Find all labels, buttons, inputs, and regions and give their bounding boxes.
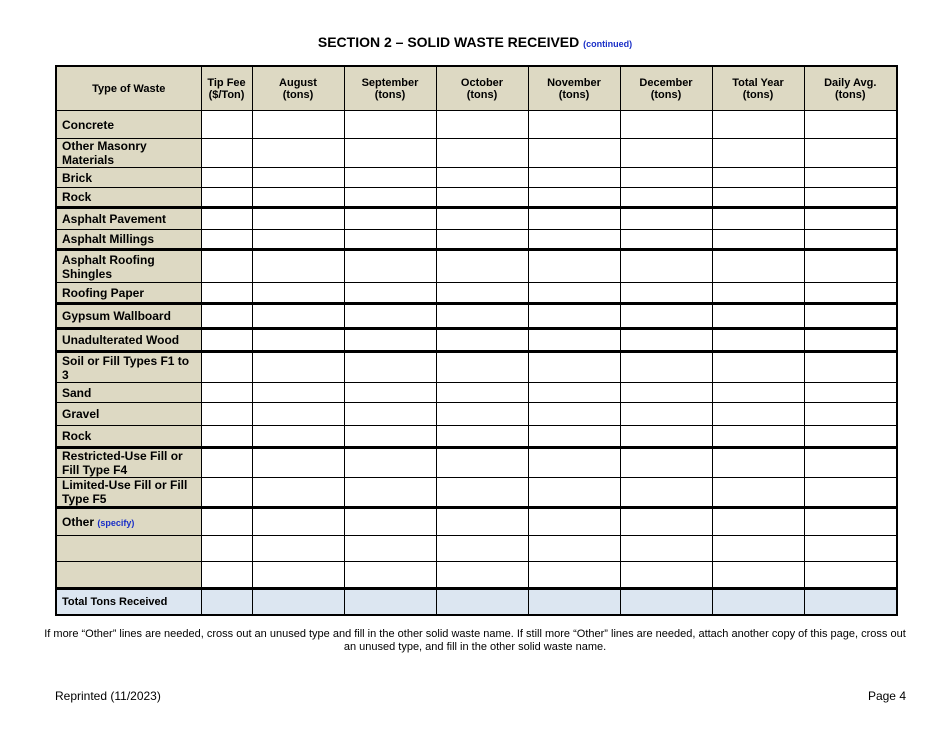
waste-type-label: Asphalt Roofing Shingles (56, 250, 201, 283)
daily-avg-cell[interactable] (804, 448, 897, 478)
december-cell[interactable] (620, 478, 712, 508)
waste-type-label: Rock (56, 426, 201, 448)
september-cell[interactable] (344, 352, 436, 383)
tip-fee-cell[interactable] (201, 352, 252, 383)
december-cell[interactable] (620, 111, 712, 139)
october-cell[interactable] (436, 139, 528, 168)
october-cell[interactable] (436, 448, 528, 478)
august-cell[interactable] (252, 283, 344, 304)
total-year-cell[interactable] (712, 562, 804, 589)
total-year-cell[interactable] (712, 508, 804, 536)
october-cell[interactable] (436, 304, 528, 329)
december-cell[interactable] (620, 508, 712, 536)
daily-avg-cell[interactable] (804, 403, 897, 426)
row-other (56, 508, 897, 536)
row-rock-2 (56, 426, 897, 448)
october-cell[interactable] (436, 536, 528, 562)
row-other-masonry (56, 139, 897, 168)
total-year-cell[interactable] (712, 139, 804, 168)
december-cell[interactable] (620, 304, 712, 329)
total-year-cell[interactable] (712, 250, 804, 283)
november-cell[interactable] (528, 139, 620, 168)
august-cell[interactable] (252, 426, 344, 448)
col-header-november: November (tons) (528, 66, 620, 111)
daily-avg-cell[interactable] (804, 139, 897, 168)
october-cell[interactable] (436, 283, 528, 304)
daily-avg-cell[interactable] (804, 188, 897, 208)
total-year-cell[interactable] (712, 188, 804, 208)
october-cell[interactable] (436, 111, 528, 139)
december-cell[interactable] (620, 426, 712, 448)
august-cell[interactable] (252, 352, 344, 383)
total-year-total-cell[interactable] (712, 589, 804, 615)
total-year-cell[interactable] (712, 329, 804, 352)
december-cell[interactable] (620, 250, 712, 283)
november-cell[interactable] (528, 230, 620, 250)
november-cell[interactable] (528, 426, 620, 448)
tip-fee-cell[interactable] (201, 329, 252, 352)
total-tons-label: Total Tons Received (56, 589, 201, 615)
december-cell[interactable] (620, 230, 712, 250)
row-roofing-paper (56, 283, 897, 304)
total-november-cell[interactable] (528, 589, 620, 615)
november-cell[interactable] (528, 304, 620, 329)
row-gypsum-wallboard (56, 304, 897, 329)
november-cell[interactable] (528, 403, 620, 426)
waste-type-label: Sand (56, 383, 201, 403)
daily-avg-cell[interactable] (804, 329, 897, 352)
october-cell[interactable] (436, 329, 528, 352)
tip-fee-cell[interactable] (201, 230, 252, 250)
september-cell[interactable] (344, 329, 436, 352)
september-cell[interactable] (344, 478, 436, 508)
page-title (0, 34, 950, 50)
row-unadulterated-wood (56, 329, 897, 352)
november-cell[interactable] (528, 111, 620, 139)
september-cell[interactable] (344, 208, 436, 230)
september-cell[interactable] (344, 403, 436, 426)
october-cell[interactable] (436, 230, 528, 250)
december-cell[interactable] (620, 562, 712, 589)
august-cell[interactable] (252, 111, 344, 139)
august-cell[interactable] (252, 329, 344, 352)
august-cell[interactable] (252, 208, 344, 230)
total-year-cell[interactable] (712, 478, 804, 508)
tip-fee-cell[interactable] (201, 139, 252, 168)
september-cell[interactable] (344, 230, 436, 250)
row-soil-fill-f1-3 (56, 352, 897, 383)
august-cell[interactable] (252, 448, 344, 478)
waste-type-label: Asphalt Pavement (56, 208, 201, 230)
total-year-cell[interactable] (712, 352, 804, 383)
september-cell[interactable] (344, 304, 436, 329)
september-cell[interactable] (344, 111, 436, 139)
december-cell[interactable] (620, 448, 712, 478)
section-title: SECTION 2 – SOLID WASTE RECEIVED (317, 34, 580, 50)
august-cell[interactable] (252, 168, 344, 188)
november-cell[interactable] (528, 383, 620, 403)
total-year-cell[interactable] (712, 383, 804, 403)
tip-fee-cell[interactable] (201, 188, 252, 208)
tip-fee-cell[interactable] (201, 508, 252, 536)
waste-type-label: Restricted-Use Fill or Fill Type F4 (56, 448, 201, 478)
tip-fee-cell[interactable] (201, 562, 252, 589)
total-year-cell[interactable] (712, 283, 804, 304)
col-header-tip-fee: Tip Fee ($/Ton) (201, 66, 252, 111)
instructions-note: If more “Other” lines are needed, cross out an unused type and fill in the other solid waste name. If still more “Other” lines are needed, attach another copy of this page, cross out an unused type, and fill in the other solid waste name. (44, 628, 906, 653)
november-cell[interactable] (528, 508, 620, 536)
daily-avg-cell[interactable] (804, 208, 897, 230)
november-cell[interactable] (528, 188, 620, 208)
august-cell[interactable] (252, 478, 344, 508)
waste-type-blank[interactable] (56, 536, 201, 562)
august-cell[interactable] (252, 250, 344, 283)
waste-type-label: Brick (56, 168, 201, 188)
september-cell[interactable] (344, 139, 436, 168)
waste-type-label-other (56, 508, 201, 536)
december-cell[interactable] (620, 329, 712, 352)
september-cell[interactable] (344, 448, 436, 478)
waste-type-label: Other Masonry Materials (56, 139, 201, 168)
november-cell[interactable] (528, 562, 620, 589)
waste-type-label: Gravel (56, 403, 201, 426)
november-cell[interactable] (528, 329, 620, 352)
december-cell[interactable] (620, 383, 712, 403)
october-cell[interactable] (436, 403, 528, 426)
september-cell[interactable] (344, 250, 436, 283)
waste-type-label: Limited-Use Fill or Fill Type F5 (56, 478, 201, 508)
october-cell[interactable] (436, 250, 528, 283)
tip-fee-cell[interactable] (201, 536, 252, 562)
col-header-type: Type of Waste (56, 66, 201, 111)
daily-avg-cell[interactable] (804, 250, 897, 283)
december-cell[interactable] (620, 168, 712, 188)
waste-type-label: Soil or Fill Types F1 to 3 (56, 352, 201, 383)
total-december-cell[interactable] (620, 589, 712, 615)
row-limited-use-fill-f5 (56, 478, 897, 508)
august-cell[interactable] (252, 188, 344, 208)
waste-type-blank[interactable] (56, 562, 201, 589)
row-blank-1 (56, 536, 897, 562)
daily-avg-cell[interactable] (804, 536, 897, 562)
reprint-date: Reprinted (11/2023) (55, 689, 161, 703)
tip-fee-cell[interactable] (201, 168, 252, 188)
september-cell[interactable] (344, 536, 436, 562)
october-cell[interactable] (436, 562, 528, 589)
august-cell[interactable] (252, 562, 344, 589)
october-cell[interactable] (436, 168, 528, 188)
daily-avg-cell[interactable] (804, 426, 897, 448)
page-number: Page 4 (867, 689, 906, 703)
row-brick (56, 168, 897, 188)
total-year-cell[interactable] (712, 230, 804, 250)
tip-fee-cell[interactable] (201, 403, 252, 426)
november-cell[interactable] (528, 283, 620, 304)
row-asphalt-pavement (56, 208, 897, 230)
tip-fee-cell[interactable] (201, 426, 252, 448)
september-cell[interactable] (344, 383, 436, 403)
november-cell[interactable] (528, 352, 620, 383)
row-asphalt-millings (56, 230, 897, 250)
total-september-cell[interactable] (344, 589, 436, 615)
december-cell[interactable] (620, 536, 712, 562)
tip-fee-cell[interactable] (201, 111, 252, 139)
september-cell[interactable] (344, 168, 436, 188)
november-cell[interactable] (528, 478, 620, 508)
september-cell[interactable] (344, 188, 436, 208)
waste-type-label: Concrete (56, 111, 201, 139)
col-header-september: September (tons) (344, 66, 436, 111)
october-cell[interactable] (436, 352, 528, 383)
tip-fee-cell[interactable] (201, 250, 252, 283)
total-tip-fee-cell[interactable] (201, 589, 252, 615)
october-cell[interactable] (436, 426, 528, 448)
waste-type-label: Roofing Paper (56, 283, 201, 304)
total-year-cell[interactable] (712, 111, 804, 139)
september-cell[interactable] (344, 283, 436, 304)
tip-fee-cell[interactable] (201, 478, 252, 508)
october-cell[interactable] (436, 208, 528, 230)
total-year-cell[interactable] (712, 403, 804, 426)
december-cell[interactable] (620, 139, 712, 168)
row-gravel (56, 403, 897, 426)
col-header-total-year: Total Year (tons) (712, 66, 804, 111)
november-cell[interactable] (528, 536, 620, 562)
november-cell[interactable] (528, 250, 620, 283)
august-cell[interactable] (252, 403, 344, 426)
row-blank-2 (56, 562, 897, 589)
row-restricted-use-fill-f4 (56, 448, 897, 478)
daily-avg-cell[interactable] (804, 508, 897, 536)
august-cell[interactable] (252, 536, 344, 562)
total-year-cell[interactable] (712, 208, 804, 230)
total-august-cell[interactable] (252, 589, 344, 615)
daily-avg-cell[interactable] (804, 304, 897, 329)
col-header-december: December (tons) (620, 66, 712, 111)
october-cell[interactable] (436, 508, 528, 536)
august-cell[interactable] (252, 139, 344, 168)
total-year-cell[interactable] (712, 168, 804, 188)
september-cell[interactable] (344, 426, 436, 448)
total-year-cell[interactable] (712, 304, 804, 329)
specify-hint: (specify) (97, 517, 135, 528)
row-rock (56, 188, 897, 208)
continued-label: (continued) (583, 39, 633, 49)
row-concrete (56, 111, 897, 139)
waste-type-label: Gypsum Wallboard (56, 304, 201, 329)
daily-avg-cell[interactable] (804, 352, 897, 383)
total-daily-avg-cell[interactable] (804, 589, 897, 615)
september-cell[interactable] (344, 508, 436, 536)
daily-avg-cell[interactable] (804, 111, 897, 139)
september-cell[interactable] (344, 562, 436, 589)
october-cell[interactable] (436, 383, 528, 403)
december-cell[interactable] (620, 208, 712, 230)
august-cell[interactable] (252, 304, 344, 329)
row-total (56, 589, 897, 615)
daily-avg-cell[interactable] (804, 230, 897, 250)
tip-fee-cell[interactable] (201, 383, 252, 403)
other-label: Other (62, 514, 95, 529)
november-cell[interactable] (528, 448, 620, 478)
total-october-cell[interactable] (436, 589, 528, 615)
daily-avg-cell[interactable] (804, 168, 897, 188)
row-asphalt-roofing-shingles (56, 250, 897, 283)
waste-type-label: Rock (56, 188, 201, 208)
header-row (56, 66, 897, 111)
august-cell[interactable] (252, 383, 344, 403)
daily-avg-cell[interactable] (804, 383, 897, 403)
col-header-daily-avg: Daily Avg. (tons) (804, 66, 897, 111)
daily-avg-cell[interactable] (804, 283, 897, 304)
august-cell[interactable] (252, 508, 344, 536)
november-cell[interactable] (528, 208, 620, 230)
total-year-cell[interactable] (712, 426, 804, 448)
daily-avg-cell[interactable] (804, 478, 897, 508)
tip-fee-cell[interactable] (201, 448, 252, 478)
row-sand (56, 383, 897, 403)
col-header-august: August (tons) (252, 66, 344, 111)
october-cell[interactable] (436, 478, 528, 508)
solid-waste-table (55, 65, 898, 616)
total-year-cell[interactable] (712, 536, 804, 562)
october-cell[interactable] (436, 188, 528, 208)
waste-type-label: Asphalt Millings (56, 230, 201, 250)
total-year-cell[interactable] (712, 448, 804, 478)
december-cell[interactable] (620, 283, 712, 304)
august-cell[interactable] (252, 230, 344, 250)
tip-fee-cell[interactable] (201, 208, 252, 230)
december-cell[interactable] (620, 188, 712, 208)
december-cell[interactable] (620, 352, 712, 383)
december-cell[interactable] (620, 403, 712, 426)
tip-fee-cell[interactable] (201, 304, 252, 329)
tip-fee-cell[interactable] (201, 283, 252, 304)
waste-type-label: Unadulterated Wood (56, 329, 201, 352)
november-cell[interactable] (528, 168, 620, 188)
col-header-october: October (tons) (436, 66, 528, 111)
daily-avg-cell[interactable] (804, 562, 897, 589)
